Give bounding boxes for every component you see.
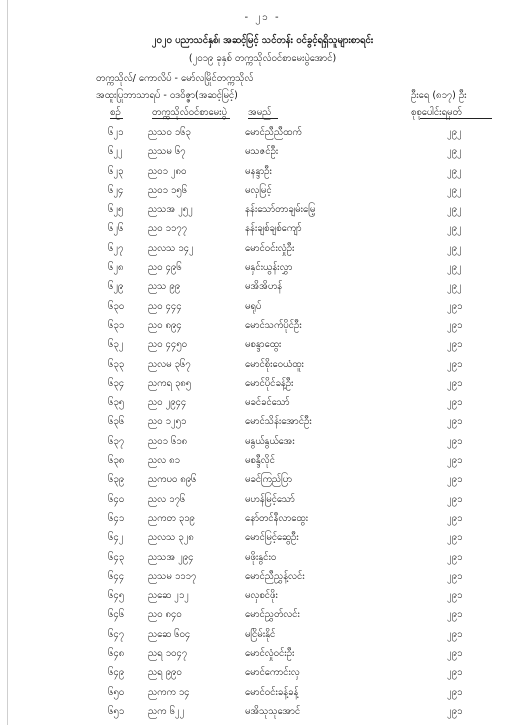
score-cell: ၂၉၂ [447, 184, 462, 196]
serial-number-cell: ၆၃၉ [108, 474, 125, 486]
name-cell: မောင်ပိုင်ခန့်ဦး [245, 377, 294, 389]
roll-number-cell: ညကရ ၃၈၅ [148, 377, 192, 389]
table-row [0, 645, 525, 664]
roll-number-cell: ညက ၆၂၂ [148, 705, 185, 717]
serial-number-cell: ၆၃၅ [108, 397, 125, 409]
header-underline [110, 118, 123, 119]
table-row [0, 703, 525, 722]
university-heading: တက္ကသိုလ်/ ကောလိပ် - မော်လမြိုင်တက္ကသိုလ် [96, 73, 254, 84]
serial-number-cell: ၆၄၁ [108, 512, 125, 524]
serial-number-cell: ၆၂၇ [108, 242, 124, 254]
roll-number-header: တက္ကသိုလ်ဝင်စာမေးပွဲ [152, 107, 227, 118]
roll-number-cell: ညကတ ၃၁၉ [148, 512, 195, 524]
serial-number-cell: ၆၂၈ [108, 262, 124, 274]
table-row [0, 684, 525, 703]
serial-number-cell: ၆၄၆ [108, 609, 125, 621]
score-cell: ၂၉၂ [447, 165, 462, 177]
serial-number-cell: ၆၄၄ [108, 570, 125, 582]
score-cell: ၂၉၁ [447, 628, 463, 640]
name-cell: မောင်စိုးဝေယံထူး [245, 358, 304, 370]
name-cell: မောင်ညီညီထက် [245, 127, 302, 138]
name-cell: မောင်ဝင်းလှုံဦး [245, 242, 295, 254]
page-number: - ၂၁ - [244, 12, 281, 23]
roll-number-cell: ညကက ၁၄ [148, 686, 190, 698]
table-row [0, 510, 525, 529]
serial-number-cell: ၆၂၁ [108, 127, 124, 138]
total-score-header: စုစုပေါင်းရမှတ် [411, 107, 462, 118]
score-cell: ၂၉၁ [447, 648, 463, 660]
roll-number-cell: ညလ ၈၁ [148, 455, 180, 467]
table-row [0, 356, 525, 375]
serial-number-cell: ၆၃၈ [108, 455, 125, 467]
roll-number-cell: ညဝ ၈၄၀ [148, 609, 182, 621]
serial-number-cell: ၆၃၄ [108, 377, 125, 389]
roll-number-cell: ညလမ ၃၆၇ [148, 358, 191, 370]
score-cell: ၂၉၂ [447, 146, 462, 158]
table-row [0, 549, 525, 568]
name-cell: မရုပ် [245, 300, 262, 312]
score-cell: ၂၉၂ [447, 262, 462, 274]
name-cell: မလှမြင့် [245, 184, 272, 196]
score-cell: ၂၉၁ [447, 512, 463, 524]
name-cell: နန်းချစ်ချစ်ကျော် [245, 223, 302, 235]
name-cell: မောင်လှုံဝင်းဦး [245, 648, 295, 660]
table-row [0, 529, 525, 548]
name-cell: မနန္ဒာဦး [245, 165, 272, 177]
roll-number-cell: ညသအ ၂၅၂ [148, 204, 193, 216]
serial-number-cell: ၆၃၀ [108, 300, 125, 312]
name-cell: မဖိုးနွင်း၀ [245, 551, 277, 563]
name-cell: မောင်ညီညွှန့်လင်း [245, 570, 305, 582]
table-row [0, 375, 525, 394]
name-cell: မနှင်းယွန်းလွှာ [245, 262, 293, 274]
score-cell: ၂၉၁ [447, 551, 463, 563]
name-cell: မောင်ကောင်းလှ [245, 667, 300, 679]
roll-number-cell: ညဝ ၁၂၅၁ [148, 416, 187, 428]
serial-number-cell: ၆၂၂ [108, 146, 123, 158]
score-cell: ၂၉၁ [447, 590, 463, 602]
score-cell: ၂၉၁ [447, 705, 463, 717]
score-cell: ၂၉၂ [447, 242, 462, 254]
roll-number-cell: ညလသ ၁၄၂ [148, 242, 194, 254]
serial-number-cell: ၆၄၇ [108, 628, 125, 640]
serial-number-cell: ၆၂၅ [108, 204, 124, 216]
name-cell: မောင်မြင့်ဆွေဦး [245, 532, 299, 544]
table-row [0, 278, 525, 297]
results-table [0, 124, 525, 722]
table-row [0, 606, 525, 625]
roll-number-cell: ညသမ ၁၁၁၇ [148, 570, 197, 582]
roll-number-cell: ညလ ၁၇၆ [148, 493, 186, 505]
table-row [0, 220, 525, 239]
serial-number-cell: ၆၃၆ [108, 416, 125, 428]
roll-number-cell: ညဝ ၈၉၄ [148, 319, 182, 331]
score-cell: ၂၉၁ [447, 609, 463, 621]
table-row [0, 182, 525, 201]
roll-number-cell: ညဝ ၄၄၄ [148, 300, 182, 312]
serial-number-cell: ၆၄၃ [108, 551, 125, 563]
name-cell: မလှစင်ဖိုး [245, 590, 278, 602]
document-title: ၂၀၂၀ ပညာသင်နှစ်၊ အဆင့်မြင့် သင်တန်း ဝင်ခွင့်ရရှိသူများစာရင်း [151, 35, 374, 46]
serial-number-cell: ၆၂၄ [108, 184, 124, 196]
name-cell: မောင်သက်ပိုင်ဦး [245, 319, 302, 331]
score-cell: ၂၉၁ [447, 686, 463, 698]
serial-number-cell: ၆၂၉ [108, 281, 124, 293]
name-cell: မခင်ကြည်ပြာ [245, 474, 293, 486]
roll-number-cell: ညဝ၁ ၁၅၆ [148, 184, 187, 196]
score-cell: ၂၉၁ [447, 474, 463, 486]
table-row [0, 143, 525, 162]
table-row [0, 471, 525, 490]
header-underline [152, 118, 230, 119]
table-row [0, 394, 525, 413]
serial-number-cell: ၆၂၆ [108, 223, 124, 235]
table-row [0, 317, 525, 336]
roll-number-cell: ညသ ၉၉ [148, 281, 181, 293]
serial-number-cell: ၆၄၀ [108, 493, 125, 505]
serial-number-cell: ၆၅၁ [108, 705, 125, 717]
name-header: အမည် [248, 107, 272, 118]
name-cell: မနွယ်နွယ်အေး [245, 435, 295, 447]
table-row [0, 124, 525, 143]
roll-number-cell: ညဝ ၁၁၇၇ [148, 223, 187, 235]
score-cell: ၂၉၁ [447, 397, 463, 409]
table-row [0, 587, 525, 606]
roll-number-cell: ညသမ ၆၇ [148, 146, 186, 158]
roll-number-cell: ညကပ၀ ၈၉၆ [148, 474, 197, 486]
table-row [0, 336, 525, 355]
name-cell: မသဇင်ဦး [245, 146, 279, 158]
name-cell: မောင်သိန်းအောင်ဦး [245, 416, 312, 428]
name-cell: မအိသုသုအောင် [245, 705, 301, 717]
score-cell: ၂၉၂ [447, 127, 462, 138]
score-cell: ၂၉၁ [447, 493, 463, 505]
score-cell: ၂၉၁ [447, 339, 463, 351]
table-row [0, 433, 525, 452]
roll-number-cell: ညဆေ ၂၁၂ [148, 590, 189, 602]
score-cell: ၂၉၁ [447, 455, 463, 467]
serial-number-cell: ၆၄၂ [108, 532, 124, 544]
roll-number-cell: ညဝ ၂၉၄၄ [148, 397, 187, 409]
name-cell: မဟန်မြင့်သော် [245, 493, 295, 505]
serial-number-cell: ၆၄၅ [108, 590, 125, 602]
roll-number-cell: ညရ ၉၉၀ [148, 667, 182, 679]
name-cell: မငြိမ်းနိုင် [245, 628, 276, 640]
name-cell: မောင်ဝင်းခန့်ခန့် [245, 686, 299, 698]
name-cell: နော်တင်နီလာထွေး [245, 512, 308, 524]
table-row [0, 664, 525, 683]
serial-number-cell: ၆၄၉ [108, 667, 125, 679]
name-cell: မအိအိဟန် [245, 281, 283, 293]
name-cell: မခင်ခင်သော် [245, 397, 290, 409]
headcount-label: ဦးရေ (၈၁၇) ဦး [411, 90, 467, 101]
table-row [0, 240, 525, 259]
score-cell: ၂၉၁ [447, 416, 463, 428]
table-row [0, 163, 525, 182]
roll-number-cell: ညဝ ၄၄၅၀ [148, 339, 187, 351]
score-cell: ၂၉၁ [447, 532, 463, 544]
subject-heading: အထူးပြုဘာသာရပ် - ဝဒဝိဇ္ဇာ(အဆင့်မြင့်) [96, 90, 238, 101]
roll-number-cell: ညဆေ ၆၀၄ [148, 628, 191, 640]
score-cell: ၂၉၁ [447, 319, 463, 331]
score-cell: ၂၉၁ [447, 358, 463, 370]
serial-number-cell: ၆၃၁ [108, 319, 125, 331]
serial-number-header: စဉ် [110, 107, 121, 118]
table-row [0, 568, 525, 587]
roll-number-cell: ညဝ ၄၉၆ [148, 262, 182, 274]
serial-number-cell: ၆၃၃ [108, 358, 125, 370]
serial-number-cell: ၆၃၇ [108, 435, 125, 447]
score-cell: ၂၉၁ [447, 300, 463, 312]
score-cell: ၂၉၁ [447, 667, 463, 679]
serial-number-cell: ၆၃၂ [108, 339, 124, 351]
score-cell: ၂၉၁ [447, 377, 463, 389]
score-cell: ၂၉၂ [447, 281, 462, 293]
document-subtitle: (၂၀၁၉ ခုနှစ် တက္ကသိုလ်ဝင်စာမေးပွဲအောင်) [188, 53, 337, 64]
roll-number-cell: ညလသ ၃၂၈ [148, 532, 194, 544]
header-underline [248, 118, 278, 119]
serial-number-cell: ၆၂၃ [108, 165, 124, 177]
name-cell: မစန္ဒီလိုင် [245, 455, 275, 467]
score-cell: ၂၉၁ [447, 570, 463, 582]
serial-number-cell: ၆၅၀ [108, 686, 125, 698]
name-cell: မောင်ညွှတ်လင်း [245, 609, 300, 621]
roll-number-cell: ညသအ ၂၉၄ [148, 551, 194, 563]
roll-number-cell: ညဝ၁ ၆၁၈ [148, 435, 187, 447]
name-cell: မစန္ဒာထွေး [245, 339, 282, 351]
score-cell: ၂၉၁ [447, 435, 463, 447]
score-cell: ၂၉၂ [447, 223, 462, 235]
score-cell: ၂၉၂ [447, 204, 462, 216]
table-row [0, 452, 525, 471]
table-row [0, 413, 525, 432]
table-row [0, 201, 525, 220]
table-row [0, 626, 525, 645]
roll-number-cell: ညရ ၁၀၄၇ [148, 648, 188, 660]
table-row [0, 298, 525, 317]
header-underline [420, 118, 492, 119]
serial-number-cell: ၆၄၈ [108, 648, 125, 660]
table-row [0, 491, 525, 510]
roll-number-cell: ညဝ၁ ၂၈၀ [148, 165, 187, 177]
table-row [0, 259, 525, 278]
roll-number-cell: ညသ၀ ၁၆၃ [148, 127, 191, 138]
name-cell: နန်းသော်တာချမ်းမြေ့ [245, 204, 316, 216]
